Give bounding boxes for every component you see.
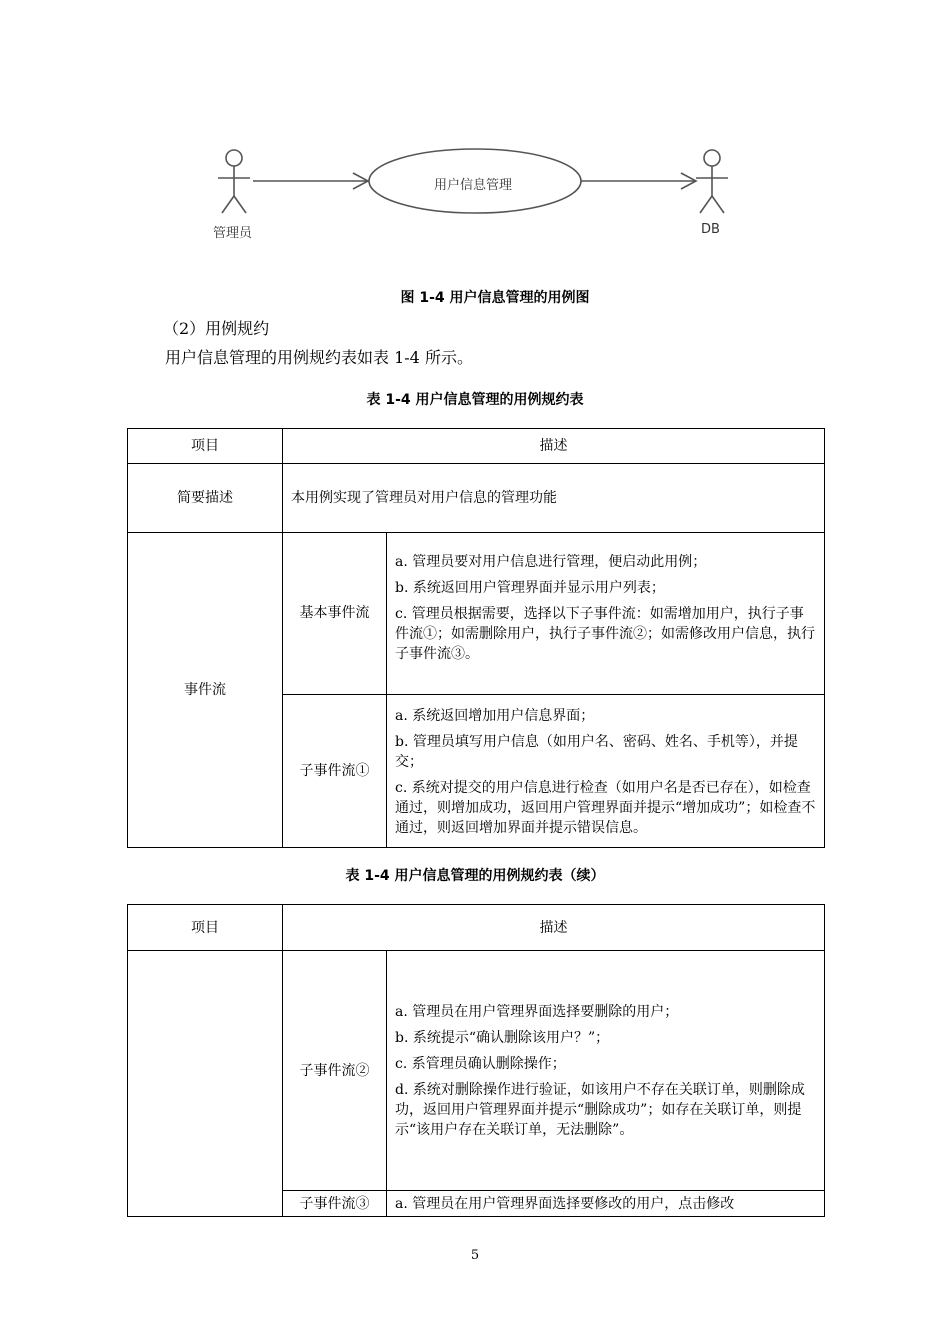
sub1-items: [387, 695, 825, 848]
sub1-label: 子事件流①: [283, 695, 387, 848]
spec-table-1: [127, 428, 825, 848]
table-header-row: [128, 429, 825, 464]
list-item: b. 系统提示“确认删除该用户？”；: [395, 1029, 610, 1046]
sub3-item: a. 管理员在用户管理界面选择要修改的用户，点击修改: [387, 1191, 825, 1217]
usecase-label: 用户信息管理: [434, 178, 513, 193]
header-desc: 描述: [283, 429, 825, 464]
table-header-row: [128, 905, 825, 951]
table1-caption: 表 1-4 用户信息管理的用例规约表: [366, 392, 584, 408]
list-item: a. 管理员要对用户信息进行管理，便启动此用例；: [395, 553, 707, 570]
actor-db-figure: [696, 150, 728, 213]
list-item: c. 系统对提交的用户信息进行检查（如用户名是否已存在），如检查通过，则增加成功，返回用户管理界面并提示“增加成功”；如检查不通过，则返回增加界面并提示错误信息。: [395, 780, 816, 836]
intro-paragraph: 用户信息管理的用例规约表如表 1-4 所示。: [165, 348, 473, 367]
list-item: c. 系管理员确认删除操作；: [395, 1055, 566, 1072]
event-flow-label: 事件流: [128, 533, 283, 848]
actor-admin-figure: [218, 150, 250, 213]
actor-admin-label: 管理员: [213, 226, 253, 241]
list-item: b. 系统返回用户管理界面并显示用户列表；: [395, 579, 665, 596]
basic-flow-label: 基本事件流: [283, 533, 387, 695]
sub2-items: [387, 951, 825, 1191]
list-item: a. 系统返回增加用户信息界面；: [395, 708, 595, 724]
brief-text: 本用例实现了管理员对用户信息的管理功能: [283, 464, 825, 533]
page-number: 5: [470, 1248, 480, 1263]
figure-caption: 图 1-4 用户信息管理的用例图: [400, 290, 590, 306]
brief-label: 简要描述: [128, 464, 283, 533]
actor-db-label: DB: [701, 222, 720, 237]
header-item: 项目: [128, 905, 283, 951]
spec-table-2: [127, 904, 825, 1217]
sub2-label: 子事件流②: [283, 951, 387, 1191]
use-case-diagram-svg: [205, 140, 745, 250]
list-item: c. 管理员根据需要，选择以下子事件流：如需增加用户，执行子事件流①；如需删除用户，执行子事件流②；如需修改用户信息，执行子事件流③。: [395, 605, 815, 662]
table-row: [128, 464, 825, 533]
header-item: 项目: [128, 429, 283, 464]
table-row: [128, 951, 825, 1191]
list-item: b. 管理员填写用户信息（如用户名、密码、姓名、手机等），并提交；: [395, 734, 798, 770]
header-desc: 描述: [283, 905, 825, 951]
table-row: [128, 533, 825, 695]
section-heading: （2）用例规约: [163, 319, 270, 338]
list-item: d. 系统对删除操作进行验证，如该用户不存在关联订单，则删除成功，返回用户管理界面并提示“删除成功”；如存在关联订单，则提示“该用户存在关联订单，无法删除”。: [395, 1081, 805, 1138]
sub3-label: 子事件流③: [283, 1191, 387, 1217]
list-item: a. 管理员在用户管理界面选择要删除的用户；: [395, 1003, 679, 1020]
table2-caption: 表 1-4 用户信息管理的用例规约表（续）: [345, 868, 605, 884]
basic-flow-items: [387, 533, 825, 695]
use-case-diagram: [205, 140, 745, 250]
event-flow-cell-continued: [128, 951, 283, 1217]
